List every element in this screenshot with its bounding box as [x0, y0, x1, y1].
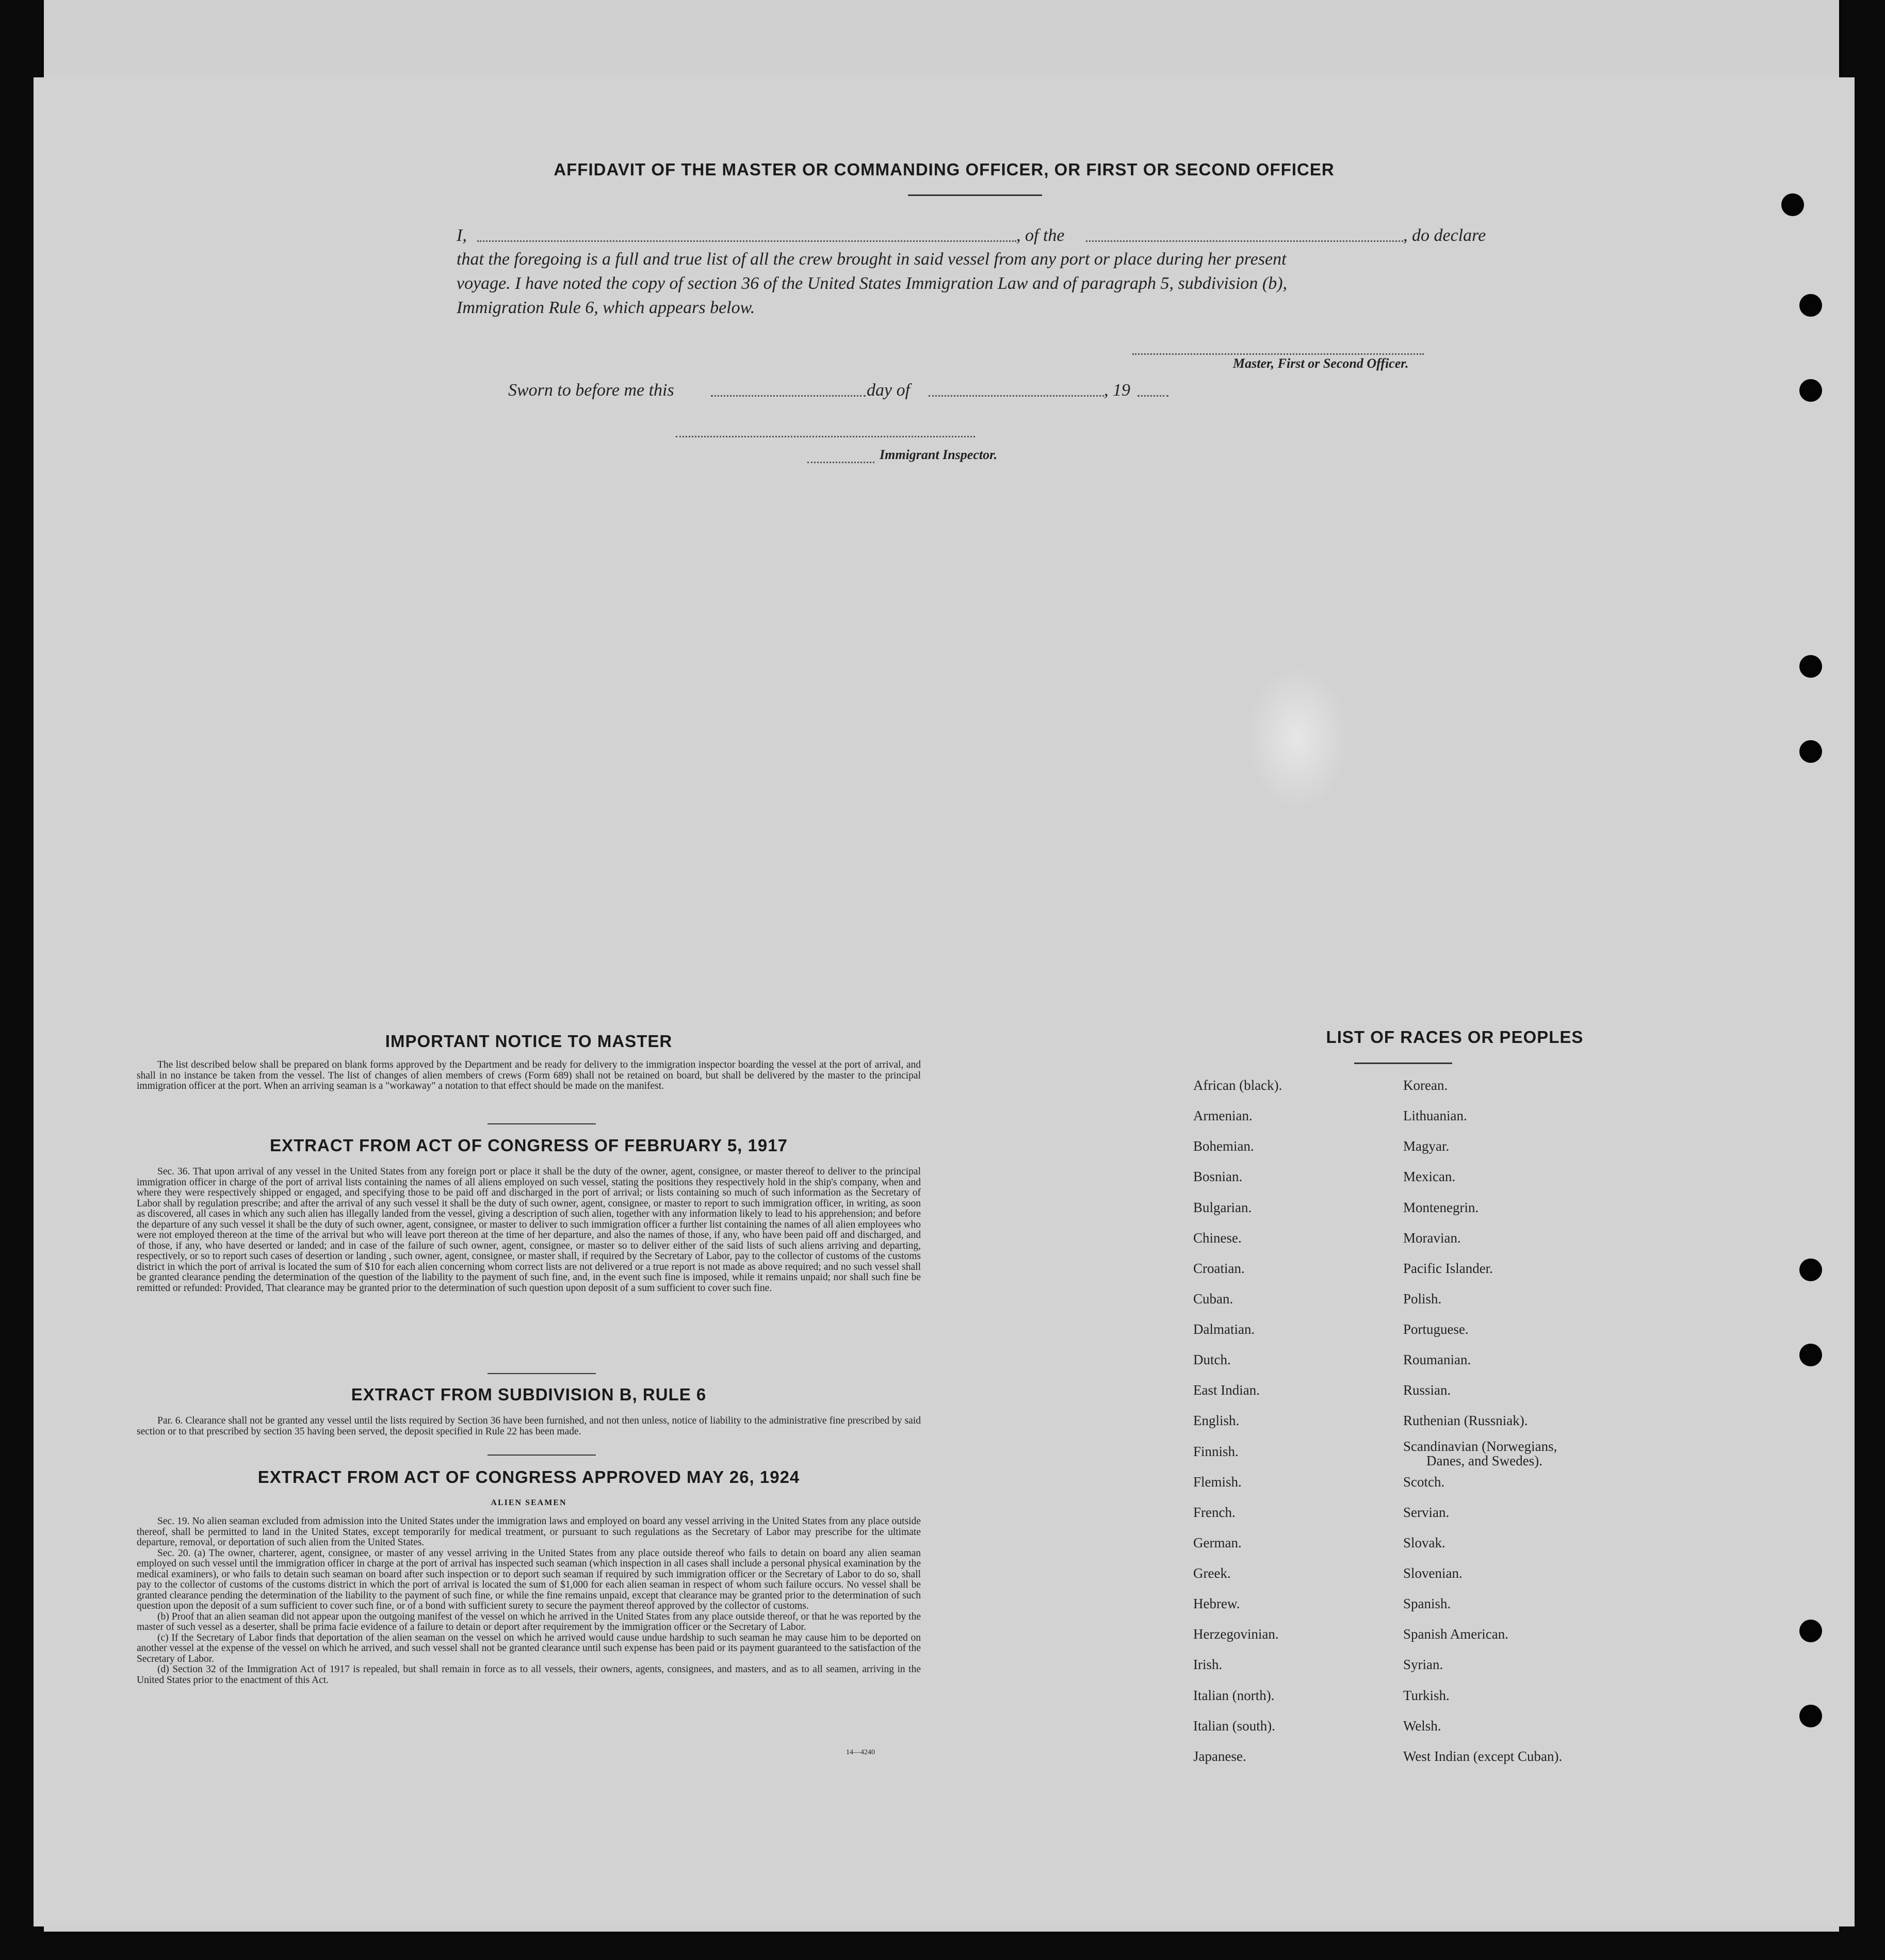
affidavit-line-4: Immigration Rule 6, which appears below. [457, 298, 755, 317]
blank-month [929, 395, 1104, 397]
blank-year [1138, 395, 1168, 397]
race-item: African (black). [1193, 1077, 1282, 1093]
inspector-label: Immigrant Inspector. [880, 447, 998, 462]
race-item: Scandinavian (Norwegians, [1403, 1439, 1557, 1454]
race-item: Greek. [1193, 1565, 1231, 1581]
race-item: Cuban. [1193, 1291, 1233, 1306]
race-item: Russian. [1403, 1382, 1451, 1398]
race-item: Spanish. [1403, 1596, 1451, 1611]
sec-36-paragraph: Sec. 36. That upon arrival of any vessel in the United States from any foreign port or place it shall be the duty of the owner, agent, consignee, or master thereof to deliver to the principal immigration officer in charge of the port of arrival lists containing the names of all aliens employed on such vessel, stating the positions they respectively hold in the ship's company, when and where they were respectively shipped or engaged, and specifying those to be paid off and discharged in the port of arrival; or lists containing so much of such information as the Secretary of Labor shall by regulation prescribe; and after the arrival of any such vessel it shall be the duty of such owner, agent, consignee, or master to report to such immigration officer, in writing, as soon as discovered, all cases in which any such alien has illegally landed from the vessel, giving a description of such alien, together with any information likely to lead to his apprehension; and before the departure of any such vessel it shall be the duty of such owner, agent, consignee, or master to deliver to such immigration officer a further list containing the names of all alien employees who were not employed thereon at the time of the arrival but who will leave port thereon at the time of her departure, and also the names of those, if any, who have been paid off and discharged, and of those, if any, who have deserted or landed; and in case of the failure of such owner, agent, consignee, or master so to deliver either of the said lists of such aliens arriving and departing, respectively, or so to report such cases of desertion or landing , such owner, agent, consignee, or master shall, if required by the Secretary of Labor, pay to the collector of customs of the customs district in which the port of arrival is located the sum of $10 for each alien concerning whom correct lists are not delivered or a true report is not made as above required; and no such vessel shall be granted clearance pending the determination of the question of the liability to the payment of such fine, and, in the event such fine is imposed, while it remains unpaid; nor shall such fine be remitted or refunded: Provided, That clearance may be granted prior to the determination of such question upon deposit of a sum sufficient to cover such fine. [137, 1166, 921, 1294]
race-item: Scotch. [1403, 1474, 1445, 1490]
race-item: Polish. [1403, 1291, 1442, 1306]
sec-20b-paragraph: (b) Proof that an alien seaman did not appear upon the outgoing manifest of the vessel on which he arrived in the United States from any place outside thereof, or that he was reported by the master of such vessel as a deserter, shall be prima facie evidence of a failure to detain or deport after requirement by the immigration officer or the Secretary of Labor. [137, 1611, 921, 1632]
extract-rule6-text [137, 1416, 921, 1437]
punch-hole [1799, 294, 1822, 317]
race-item: Portuguese. [1403, 1321, 1469, 1337]
inspector-short-line [807, 462, 874, 463]
race-item: English. [1193, 1413, 1240, 1428]
extract-1917-title: EXTRACT FROM ACT OF CONGRESS OF FEBRUARY 5, 1917 [270, 1136, 788, 1155]
race-item: Syrian. [1403, 1657, 1443, 1672]
race-item: Bulgarian. [1193, 1200, 1252, 1215]
race-item: Lithuanian. [1403, 1108, 1467, 1123]
race-item: Chinese. [1193, 1230, 1242, 1246]
sworn-text: Sworn to before me this [508, 381, 674, 400]
par-6-paragraph: Par. 6. Clearance shall not be granted any vessel until the lists required by Section 36 have been furnished, and not then unless, notice of liability to the administrative fine prescribed by said section or to that prescribed by section 35 having been served, the deposit specified in Rule 22 has been made. [137, 1415, 921, 1437]
race-item: Flemish. [1193, 1474, 1242, 1490]
extract-1917-text [137, 1167, 921, 1294]
sec-20a-paragraph: Sec. 20. (a) The owner, charterer, agent, consignee, or master of any vessel arriving in the United States from any place outside thereof who fails to detain on board any alien seaman employed on such vessel until the immigration officer in charge at the port of arrival has inspected such seaman (which inspection in all cases shall include a personal physical examination by the medical examiners), or who fails to detain such seaman on board after such inspection or to deport such seaman if required by such immigration officer or the Secretary of Labor to do so, shall pay to the collector of customs of the customs district in which the port of arrival is located the sum of $1,000 for each alien seaman in respect of whom such failure occurs. No vessel shall be granted clearance pending the determination of the liability to the payment of such fine, or while the fine remains unpaid, except that clearance may be granted prior to the determination of such question upon the deposit of a sum sufficient to cover such fine, or of a bond with sufficient surety to secure the payment thereof approved by the collector of customs. [137, 1547, 921, 1611]
affidavit-declare: , do declare [1403, 226, 1486, 245]
race-item: Montenegrin. [1403, 1200, 1479, 1215]
race-item: West Indian (except Cuban). [1403, 1749, 1563, 1764]
affidavit-line-3: voyage. I have noted the copy of section 36 of the United States Immigration Law and of paragraph 5, subdivision (b), [457, 274, 1288, 293]
sec-19-paragraph: Sec. 19. No alien seaman excluded from admission into the United States under the immigration laws and employed on board any vessel arriving in the United States from any place outside thereof, shall be permitted to land in the United States, except temporarily for medical treatment, or pursuant to such regulations as the Secretary of Labor may prescribe for the ultimate departure, removal, or deportation of such alien from the United States. [137, 1516, 921, 1548]
sec-20c-paragraph: (c) If the Secretary of Labor finds that deportation of the alien seaman on the vessel on which he arrived would cause undue hardship to such seaman he may cause him to be deported on another vessel at the expense of the vessel on which he arrived, and such vessel shall not be granted clearance until such expense has been paid or its payment guaranteed to the satisfaction of the Secretary of Labor. [137, 1632, 921, 1664]
alien-seamen-subtitle: ALIEN SEAMEN [491, 1498, 567, 1507]
sec-20d-paragraph: (d) Section 32 of the Immigration Act of 1917 is repealed, but shall remain in force as to all vessels, their owners, agents, consignees, and masters, and as to all seamen, arriving in the United States prior to the enactment of this Act. [137, 1664, 921, 1686]
race-item: Bohemian. [1193, 1138, 1254, 1154]
notice-rule [488, 1123, 596, 1124]
punch-hole [1799, 1705, 1822, 1727]
punch-hole [1799, 1259, 1822, 1281]
affidavit-title: AFFIDAVIT OF THE MASTER OR COMMANDING OFFICER, OR FIRST OR SECOND OFFICER [554, 160, 1335, 179]
punch-hole [1799, 1620, 1822, 1642]
signature-label: Master, First or Second Officer. [1233, 356, 1409, 371]
race-item: Finnish. [1193, 1444, 1239, 1459]
race-item: Magyar. [1403, 1138, 1450, 1154]
blank-name [477, 240, 1016, 242]
race-item: German. [1193, 1535, 1242, 1550]
signature-line [1132, 353, 1424, 355]
race-item: Pacific Islander. [1403, 1261, 1493, 1276]
race-item: Moravian. [1403, 1230, 1461, 1246]
race-item: Dalmatian. [1193, 1321, 1255, 1337]
races-title: LIST OF RACES OR PEOPLES [1326, 1027, 1584, 1047]
notice-paragraph: The list described below shall be prepared on blank forms approved by the Department and be ready for delivery to the immigration inspector boarding the vessel at the port of arrival, and shall in no instance be taken from the vessel. The list of changes of alien members of crews (Form 689) shall not be retained on board, but shall be delivered by the master to the principal immigration officer at the port. When an arriving seaman is a "workaway" a notation to that effect should be made on the manifest. [137, 1059, 921, 1091]
punch-hole [1781, 193, 1804, 216]
race-item: Mexican. [1403, 1169, 1456, 1184]
race-item: Welsh. [1403, 1718, 1441, 1734]
affidavit-i: I, [457, 226, 467, 245]
race-item: Dutch. [1193, 1352, 1231, 1367]
race-item: Herzegovinian. [1193, 1626, 1279, 1642]
race-item: Servian. [1403, 1505, 1450, 1520]
extract-1924-text [137, 1516, 921, 1686]
punch-hole [1799, 740, 1822, 763]
title-rule [908, 194, 1042, 196]
race-item: Ruthenian (Russniak). [1403, 1413, 1528, 1428]
race-item: Spanish American. [1403, 1626, 1508, 1642]
extract-1917-rule [488, 1373, 596, 1374]
extract-1924-title: EXTRACT FROM ACT OF CONGRESS APPROVED MAY 26, 1924 [257, 1467, 800, 1487]
extract-rule6-title: EXTRACT FROM SUBDIVISION B, RULE 6 [351, 1385, 707, 1404]
race-item: Slovenian. [1403, 1565, 1463, 1581]
race-item: Roumanian. [1403, 1352, 1471, 1367]
races-rule [1354, 1063, 1452, 1064]
punch-hole [1799, 655, 1822, 678]
race-item: Italian (north). [1193, 1688, 1275, 1703]
race-item: Slovak. [1403, 1535, 1445, 1550]
race-item: Italian (south). [1193, 1718, 1275, 1734]
year-text: , 19 [1104, 381, 1130, 400]
race-item: Hebrew. [1193, 1596, 1240, 1611]
form-number: 14—4240 [846, 1749, 875, 1756]
race-item: Japanese. [1193, 1749, 1246, 1764]
race-item: Irish. [1193, 1657, 1223, 1672]
document-page [34, 77, 1855, 1926]
day-of-text: day of [867, 381, 911, 400]
notice-title: IMPORTANT NOTICE TO MASTER [385, 1032, 673, 1051]
punch-hole [1799, 379, 1822, 402]
race-item: Croatian. [1193, 1261, 1245, 1276]
blank-day [711, 395, 866, 397]
notice-text [137, 1060, 921, 1092]
race-item: East Indian. [1193, 1382, 1260, 1398]
extract-rule6-rule [488, 1455, 596, 1456]
blank-vessel [1086, 240, 1403, 242]
race-item: Korean. [1403, 1077, 1448, 1093]
inspector-signature-line [676, 436, 975, 437]
race-item: Armenian. [1193, 1108, 1253, 1123]
race-item: Turkish. [1403, 1688, 1450, 1703]
punch-hole [1799, 1344, 1822, 1366]
affidavit-of-the: , of the [1016, 226, 1065, 245]
race-item: Bosnian. [1193, 1169, 1243, 1184]
race-item: Danes, and Swedes). [1426, 1453, 1542, 1468]
affidavit-line-2: that the foregoing is a full and true list of all the crew brought in said vessel from any port or place during her present [457, 250, 1287, 269]
race-item: French. [1193, 1505, 1236, 1520]
